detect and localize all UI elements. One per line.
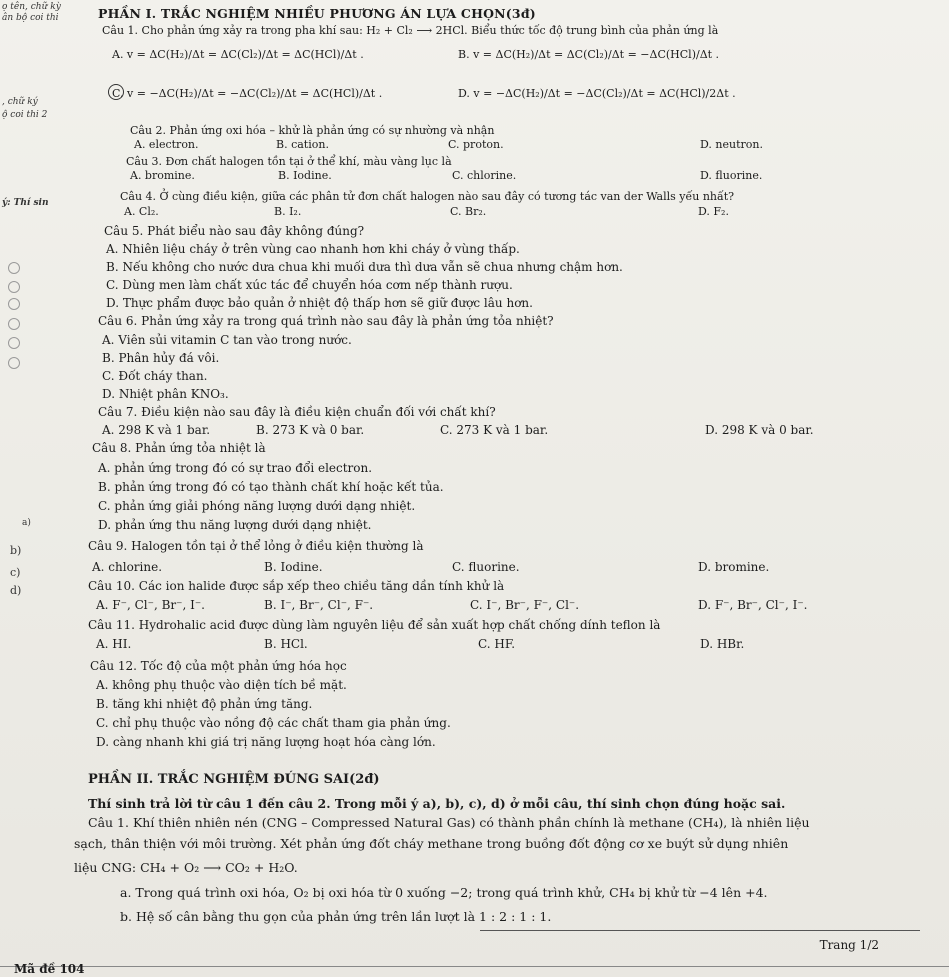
- margin-note-4: ộ coi thi 2: [2, 110, 48, 120]
- part2-c1-statement-a: a. Trong quá trình oxi hóa, O₂ bị oxi hóa từ 0 xuống −2; trong quá trình khử, CH₄ bị khử từ −4 lên +4.: [120, 885, 768, 900]
- margin-label-d: d): [10, 584, 22, 597]
- margin-label-a: a): [22, 518, 31, 528]
- margin-note-2: ân bộ coi thi: [2, 13, 59, 23]
- q8-option-c: C. phản ứng giải phóng năng lượng dưới dạng nhiệt.: [98, 499, 416, 513]
- q9-stem: Câu 9. Halogen tồn tại ở thể lỏng ở điều kiện thường là: [88, 539, 424, 553]
- q7-option-d: D. 298 K và 0 bar.: [705, 423, 814, 437]
- part2-c1-line3: liệu CNG: CH₄ + O₂ ⟶ CO₂ + H₂O.: [74, 860, 298, 875]
- q3-option-c: C. chlorine.: [452, 169, 517, 182]
- q11-option-d: D. HBr.: [700, 637, 745, 651]
- hole-mark: [8, 337, 20, 349]
- q2-stem: Câu 2. Phản ứng oxi hóa – khử là phản ứng có sự nhường và nhận: [130, 124, 495, 137]
- q7-option-c: C. 273 K và 1 bar.: [440, 423, 549, 437]
- answer-circle: [108, 84, 124, 100]
- q4-option-c: C. Br₂.: [450, 205, 487, 218]
- q7-option-a: A. 298 K và 1 bar.: [102, 423, 211, 437]
- q9-option-d: D. bromine.: [698, 560, 770, 574]
- q7-stem: Câu 7. Điều kiện nào sau đây là điều kiện chuẩn đối với chất khí?: [98, 405, 496, 419]
- part2-c1-line2: sạch, thân thiện với môi trường. Xét phản ứng đốt cháy methane trong buồng đốt động cơ xe buýt sử dụng nhiên: [74, 836, 789, 851]
- hole-mark: [8, 357, 20, 369]
- q4-option-a: A. Cl₂.: [124, 205, 159, 218]
- q3-option-a: A. bromine.: [130, 169, 195, 182]
- part2-c1-line1: Câu 1. Khí thiên nhiên nén (CNG – Compressed Natural Gas) có thành phần chính là methane (CH₄), là nhiên liệu: [88, 815, 810, 830]
- q9-option-a: A. chlorine.: [92, 560, 163, 574]
- q10-option-c: C. I⁻, Br⁻, F⁻, Cl⁻.: [470, 598, 580, 612]
- hole-mark: [8, 298, 20, 310]
- q6-stem: Câu 6. Phản ứng xảy ra trong quá trình nào sau đây là phản ứng tỏa nhiệt?: [98, 314, 554, 328]
- q5-option-d: D. Thực phẩm được bảo quản ở nhiệt độ thấp hơn sẽ giữ được lâu hơn.: [106, 296, 533, 310]
- q5-option-c: C. Dùng men làm chất xúc tác để chuyển hóa cơm nếp thành rượu.: [106, 278, 513, 292]
- q10-option-b: B. I⁻, Br⁻, Cl⁻, F⁻.: [264, 598, 374, 612]
- hole-mark: [8, 318, 20, 330]
- q3-option-b: B. Iodine.: [278, 169, 332, 182]
- q3-option-d: D. fluorine.: [700, 169, 763, 182]
- q1-option-a: A. v = ΔC(H₂)/Δt = ΔC(Cl₂)/Δt = ΔC(HCl)/Δt .: [112, 48, 364, 61]
- q6-option-a: A. Viên sủi vitamin C tan vào trong nước.: [102, 333, 352, 347]
- q11-option-b: B. HCl.: [264, 637, 308, 651]
- q1-option-d: D. v = −ΔC(H₂)/Δt = −ΔC(Cl₂)/Δt = ΔC(HCl)/2Δt .: [458, 87, 736, 100]
- q11-option-a: A. HI.: [96, 637, 132, 651]
- part2-instructions: Thí sinh trả lời từ câu 1 đến câu 2. Trong mỗi ý a), b), c), d) ở mỗi câu, thí sinh chọn đúng hoặc sai.: [88, 796, 786, 811]
- q8-option-b: B. phản ứng trong đó có tạo thành chất khí hoặc kết tủa.: [98, 480, 444, 494]
- q1-option-c: C. v = −ΔC(H₂)/Δt = −ΔC(Cl₂)/Δt = ΔC(HCl)/Δt .: [112, 87, 383, 100]
- margin-note-1: ọ tên, chữ kỳ: [2, 2, 61, 12]
- q2-option-b: B. cation.: [276, 138, 329, 151]
- q6-option-c: C. Đốt cháy than.: [102, 369, 208, 383]
- q7-option-b: B. 273 K và 0 bar.: [256, 423, 365, 437]
- divider-line: [480, 930, 920, 931]
- q2-option-a: A. electron.: [134, 138, 199, 151]
- q1-stem: Câu 1. Cho phản ứng xảy ra trong pha khí sau: H₂ + Cl₂ ⟶ 2HCl. Biểu thức tốc độ trung bình của phản ứng là: [102, 24, 719, 37]
- hole-mark: [8, 262, 20, 274]
- q5-stem: Câu 5. Phát biểu nào sau đây không đúng?: [104, 224, 365, 238]
- footer-divider: [0, 966, 949, 967]
- page-number: Trang 1/2: [819, 938, 879, 952]
- q3-stem: Câu 3. Đơn chất halogen tồn tại ở thể khí, màu vàng lục là: [126, 155, 452, 168]
- q12-option-c: C. chỉ phụ thuộc vào nồng độ các chất tham gia phản ứng.: [96, 716, 451, 730]
- q2-option-c: C. proton.: [448, 138, 504, 151]
- left-margin: [0, 0, 70, 977]
- margin-note-3: , chữ ký: [2, 97, 38, 107]
- q11-option-c: C. HF.: [478, 637, 516, 651]
- q6-option-d: D. Nhiệt phân KNO₃.: [102, 387, 229, 401]
- hole-mark: [8, 281, 20, 293]
- q12-stem: Câu 12. Tốc độ của một phản ứng hóa học: [90, 659, 347, 673]
- q10-option-d: D. F⁻, Br⁻, Cl⁻, I⁻.: [698, 598, 808, 612]
- q10-stem: Câu 10. Các ion halide được sắp xếp theo chiều tăng dần tính khử là: [88, 579, 505, 593]
- q5-option-a: A. Nhiên liệu cháy ở trên vùng cao nhanh hơn khi cháy ở vùng thấp.: [106, 242, 520, 256]
- q2-option-d: D. neutron.: [700, 138, 763, 151]
- q4-option-d: D. F₂.: [698, 205, 729, 218]
- q6-option-b: B. Phân hủy đá vôi.: [102, 351, 220, 365]
- exam-code: Mã đề 104: [14, 962, 85, 976]
- margin-label-b: b): [10, 544, 22, 557]
- q9-option-b: B. Iodine.: [264, 560, 323, 574]
- q9-option-c: C. fluorine.: [452, 560, 520, 574]
- q1-option-b: B. v = ΔC(H₂)/Δt = ΔC(Cl₂)/Δt = −ΔC(HCl)/Δt .: [458, 48, 720, 61]
- margin-label-c: c): [10, 566, 21, 579]
- q12-option-d: D. càng nhanh khi giá trị năng lượng hoạt hóa càng lớn.: [96, 735, 436, 749]
- q8-option-a: A. phản ứng trong đó có sự trao đổi electron.: [98, 461, 373, 475]
- q10-option-a: A. F⁻, Cl⁻, Br⁻, I⁻.: [96, 598, 205, 612]
- q5-option-b: B. Nếu không cho nước dưa chua khi muối dưa thì dưa vẫn sẽ chua nhưng chậm hơn.: [106, 260, 623, 274]
- q4-stem: Câu 4. Ở cùng điều kiện, giữa các phân tử đơn chất halogen nào sau đây có tương tác van der Walls yếu nhất?: [120, 190, 735, 203]
- q4-option-b: B. I₂.: [274, 205, 302, 218]
- q12-option-a: A. không phụ thuộc vào diện tích bề mặt.: [96, 678, 347, 692]
- part2-c1-statement-b: b. Hệ số cân bằng thu gọn của phản ứng trên lần lượt là 1 : 2 : 1 : 1.: [120, 909, 552, 924]
- q8-stem: Câu 8. Phản ứng tỏa nhiệt là: [92, 441, 266, 455]
- q11-stem: Câu 11. Hydrohalic acid được dùng làm nguyên liệu để sản xuất hợp chất chống dính teflon là: [88, 618, 661, 632]
- q12-option-b: B. tăng khi nhiệt độ phản ứng tăng.: [96, 697, 313, 711]
- margin-note-5: ý: Thí sin: [2, 198, 49, 208]
- part1-title: PHẦN I. TRẮC NGHIỆM NHIỀU PHƯƠNG ÁN LỰA CHỌN(3đ): [98, 6, 536, 21]
- part2-title: PHẦN II. TRẮC NGHIỆM ĐÚNG SAI(2đ): [88, 772, 380, 787]
- q8-option-d: D. phản ứng thu năng lượng dưới dạng nhiệt.: [98, 518, 372, 532]
